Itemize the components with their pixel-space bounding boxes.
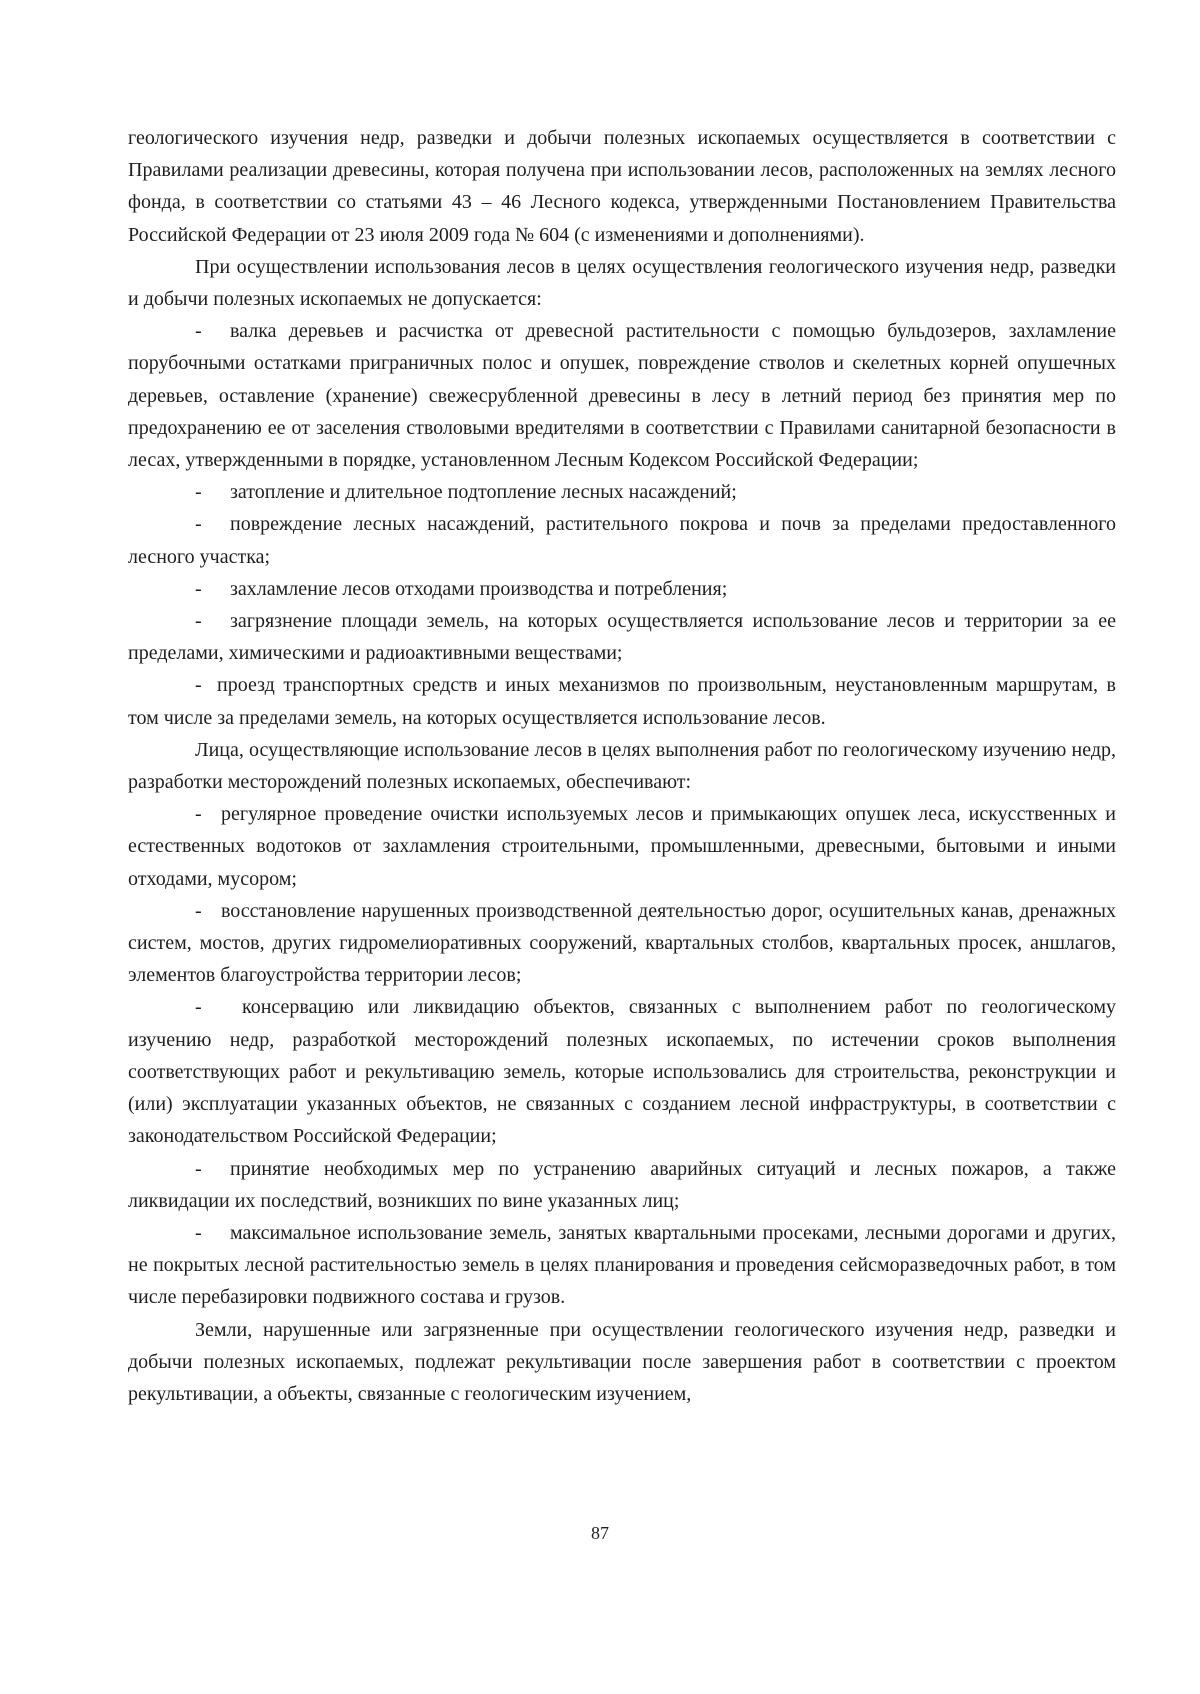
- document-body: [128, 122, 1116, 1410]
- dash-marker: -: [195, 513, 202, 536]
- dash-marker: -: [195, 1157, 202, 1180]
- list-item: [128, 476, 1116, 508]
- list-item-text: максимальное использование земель, занятых квартальными просеками, лесными дорогами и других, не покрытых лесной растительностью земель в целях планирования и проведения сейсморазведочных работ, в том числе перебазировки подвижного состава и грузов.: [128, 1221, 1116, 1309]
- list-item-text: затопление и длительное подтопление лесных насаждений;: [230, 481, 737, 504]
- dash-marker: -: [195, 996, 202, 1019]
- paragraph: Лица, осуществляющие использование лесов в целях выполнения работ по геологическому изучению недр, разработки месторождений полезных ископаемых, обеспечивают:: [128, 738, 1116, 794]
- list-item-text: повреждение лесных насаждений, растительного покрова и почв за пределами предоставленного лесного участка;: [128, 513, 1116, 568]
- dash-marker: -: [195, 481, 202, 504]
- list-item-text: восстановление нарушенных производственной деятельностью дорог, осушительных канав, дренажных систем, мостов, других гидромелиоративных сооружений, квартальных столбов, квартальных просек, аншлагов, элементов благоустройства территории лесов;: [128, 899, 1116, 987]
- list-item: [128, 669, 1116, 733]
- paragraph: геологического изучения недр, разведки и добычи полезных ископаемых осуществляется в соответствии с Правилами реализации древесины, которая получена при использовании лесов, расположенных на землях лесного фонда, в соответствии со статьями 43 – 46 Лесного кодекса, утвержденными Постановлением Правительства Российской Федерации от 23 июля 2009 года № 604 (с изменениями и дополнениями).: [128, 127, 1116, 246]
- list-item-text: валка деревьев и расчистка от древесной растительности с помощью бульдозеров, захламление порубочными остатками приграничных полос и опушек, повреждение стволов и скелетных корней опушечных деревьев, оставление (хранение) свежесрубленной древесины в лесу в летний период без принятия мер по предохранению ее от заселения стволовыми вредителями в соответствии с Правилами санитарной безопасности в лесах, утвержденными в порядке, установленном Лесным Кодексом Российской Федерации;: [128, 320, 1116, 472]
- list-item-text: захламление лесов отходами производства и потребления;: [230, 577, 728, 600]
- dash-marker: -: [195, 320, 202, 343]
- dash-marker: -: [195, 1221, 202, 1244]
- paragraph: При осуществлении использования лесов в целях осуществления геологического изучения недр, разведки и добычи полезных ископаемых не допускается:: [128, 255, 1116, 311]
- list-item: [128, 605, 1116, 669]
- list-item-text: загрязнение площади земель, на которых осуществляется использование лесов и территории за ее пределами, химическими и радиоактивными веществами;: [128, 610, 1116, 665]
- list-item: [128, 798, 1116, 895]
- dash-marker: -: [195, 803, 202, 826]
- list-item-text: регулярное проведение очистки используемых лесов и примыкающих опушек леса, искусственных и естественных водотоков от захламления строительными, промышленными, древесными, бытовыми и иными отходами, мусором;: [128, 803, 1116, 890]
- page-number: 87: [591, 1523, 609, 1543]
- dash-marker: -: [195, 577, 202, 600]
- list-item: [128, 895, 1116, 992]
- paragraph: Земли, нарушенные или загрязненные при осуществлении геологического изучения недр, разведки и добычи полезных ископаемых, подлежат рекультивации после завершения работ в соответствии с проектом рекультивации, а объекты, связанные с геологическим изучением,: [128, 1318, 1116, 1405]
- list-item: [128, 1217, 1116, 1314]
- list-item-text: проезд транспортных средств и иных механизмов по произвольным, неустановленным маршрутам, в том числе за пределами земель, на которых осуществляется использование лесов.: [128, 674, 1116, 729]
- list-item: [128, 508, 1116, 572]
- dash-marker: -: [195, 610, 202, 633]
- list-item-text: принятие необходимых мер по устранению аварийных ситуаций и лесных пожаров, а также ликвидации их последствий, возникших по вине указанных лиц;: [128, 1157, 1116, 1212]
- list-item: [128, 315, 1116, 476]
- list-item: [128, 573, 1116, 605]
- dash-marker: -: [195, 674, 202, 697]
- list-item: [128, 1153, 1116, 1217]
- dash-marker: -: [195, 899, 202, 922]
- list-item: [128, 991, 1116, 1152]
- list-item-text: консервацию или ликвидацию объектов, связанных с выполнением работ по геологическому изучению недр, разработкой месторождений полезных ископаемых, по истечении сроков выполнения соответствующих работ и рекультивацию земель, которые использовались для строительства, реконструкции и (или) эксплуатации указанных объектов, не связанных с созданием лесной инфраструктуры, в соответствии с законодательством Российской Федерации;: [128, 996, 1116, 1148]
